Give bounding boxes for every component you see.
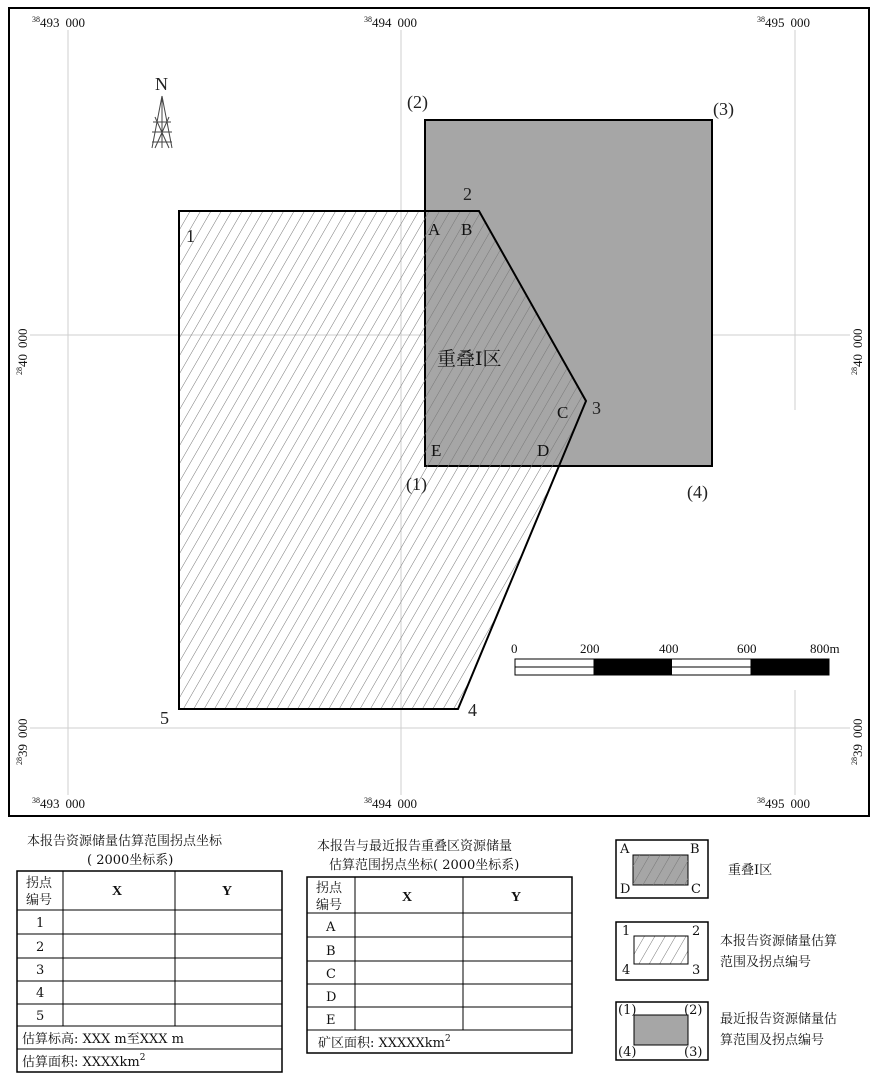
previous-point-4: (4) (687, 482, 708, 502)
previous-point-3: (3) (713, 99, 734, 119)
table1-footer-elevation: 估算标高: XXX m至XXX m (22, 1032, 184, 1047)
previous-point-2: (2) (407, 92, 428, 112)
table2-header-col1-1: 拐点 (316, 881, 343, 896)
table1-footer-area: 估算面积: XXXXkm$^2$ (22, 1053, 146, 1070)
legend-previous-text-1: 最近报告资源储量估 (720, 1012, 838, 1027)
current-point-1: 1 (186, 226, 195, 246)
legend-overlap-text: 重叠Ⅰ区 (728, 863, 773, 878)
table1-header-y: Y (222, 884, 233, 899)
legend-previous-1: (1) (618, 1003, 637, 1018)
table2-header-col1-2: 编号 (316, 898, 343, 913)
overlap-point-c: C (557, 403, 569, 422)
overlap-point-a: A (428, 220, 441, 239)
legend-overlap-b: B (690, 842, 700, 857)
coord-bottom-3: $^{38}$495 000 (757, 796, 810, 811)
table1-row-1: 1 (36, 916, 45, 931)
scale-tick-800: 800m (810, 641, 840, 656)
table1-row-2: 2 (36, 940, 45, 955)
table2-row-b: B (326, 944, 336, 959)
table1-row-3: 3 (36, 963, 45, 978)
previous-point-1: (1) (406, 474, 427, 494)
table2-header-y: Y (511, 890, 522, 905)
current-point-3: 3 (592, 398, 601, 418)
table2-row-a: A (326, 920, 336, 935)
table2-title-1: 本报告与最近报告重叠区资源储量 (317, 839, 513, 854)
coord-right-1: $^{28}$40000 (850, 328, 865, 375)
overlap-point-d: D (537, 441, 550, 460)
scale-tick-0: 0 (511, 641, 518, 656)
coord-right-2: $^{28}$39000 (850, 718, 865, 765)
table2-row-c: C (326, 967, 336, 982)
table2-title-2: 估算范围拐点坐标( 2000坐标系) (329, 858, 520, 873)
legend-current-4: 4 (622, 963, 631, 978)
legend-current-2: 2 (692, 924, 701, 939)
legend-overlap-c: C (691, 882, 701, 897)
table1-title-2: ( 2000坐标系) (87, 853, 174, 868)
coord-top-1: $^{38}$493 000 (32, 15, 85, 30)
legend-current-text-1: 本报告资源储量估算 (720, 934, 838, 949)
table2-row-e: E (326, 1013, 336, 1028)
legend-current-text-2: 范围及拐点编号 (720, 955, 812, 970)
scale-tick-600: 600 (737, 641, 757, 656)
table1-header-col1-2: 编号 (26, 893, 53, 908)
north-label: N (155, 74, 168, 94)
table1-row-5: 5 (36, 1009, 45, 1024)
legend-previous-text-2: 算范围及拐点编号 (720, 1033, 825, 1048)
coord-left-1: $^{28}$40000 (15, 328, 30, 375)
coord-top-2: $^{38}$494 000 (364, 15, 417, 30)
coord-left-2: $^{28}$39000 (15, 718, 30, 765)
legend-previous-4: (4) (618, 1045, 637, 1060)
current-point-4: 4 (468, 700, 477, 720)
legend-previous-2: (2) (684, 1003, 703, 1018)
table1-header-x: X (112, 884, 123, 899)
scale-bar (515, 659, 829, 675)
legend-previous-3: (3) (684, 1045, 703, 1060)
current-point-2: 2 (463, 184, 472, 204)
overlap-area-label: 重叠Ⅰ区 (437, 348, 502, 370)
coord-bottom-1: $^{38}$493 000 (32, 796, 85, 811)
overlap-point-e: E (431, 441, 442, 460)
scale-tick-200: 200 (580, 641, 600, 656)
current-point-5: 5 (160, 708, 169, 728)
coord-top-3: $^{38}$495 000 (757, 15, 810, 30)
table-overlap-points (307, 838, 572, 1053)
table2-header-x: X (402, 890, 413, 905)
overlap-point-b: B (461, 220, 473, 239)
table1-header-col1-1: 拐点 (26, 876, 53, 891)
scale-tick-400: 400 (659, 641, 679, 656)
table1-title-1: 本报告资源储量估算范围拐点坐标 (27, 834, 223, 849)
table1-row-4: 4 (36, 986, 45, 1001)
legend-overlap-d: D (620, 882, 631, 897)
legend-overlap-a: A (620, 842, 630, 857)
legend-current-1: 1 (622, 924, 631, 939)
coord-bottom-2: $^{38}$494 000 (364, 796, 417, 811)
legend-current-3: 3 (692, 963, 701, 978)
table2-row-d: D (326, 990, 337, 1005)
table2-footer-area: 矿区面积: XXXXXkm$^2$ (318, 1034, 451, 1051)
